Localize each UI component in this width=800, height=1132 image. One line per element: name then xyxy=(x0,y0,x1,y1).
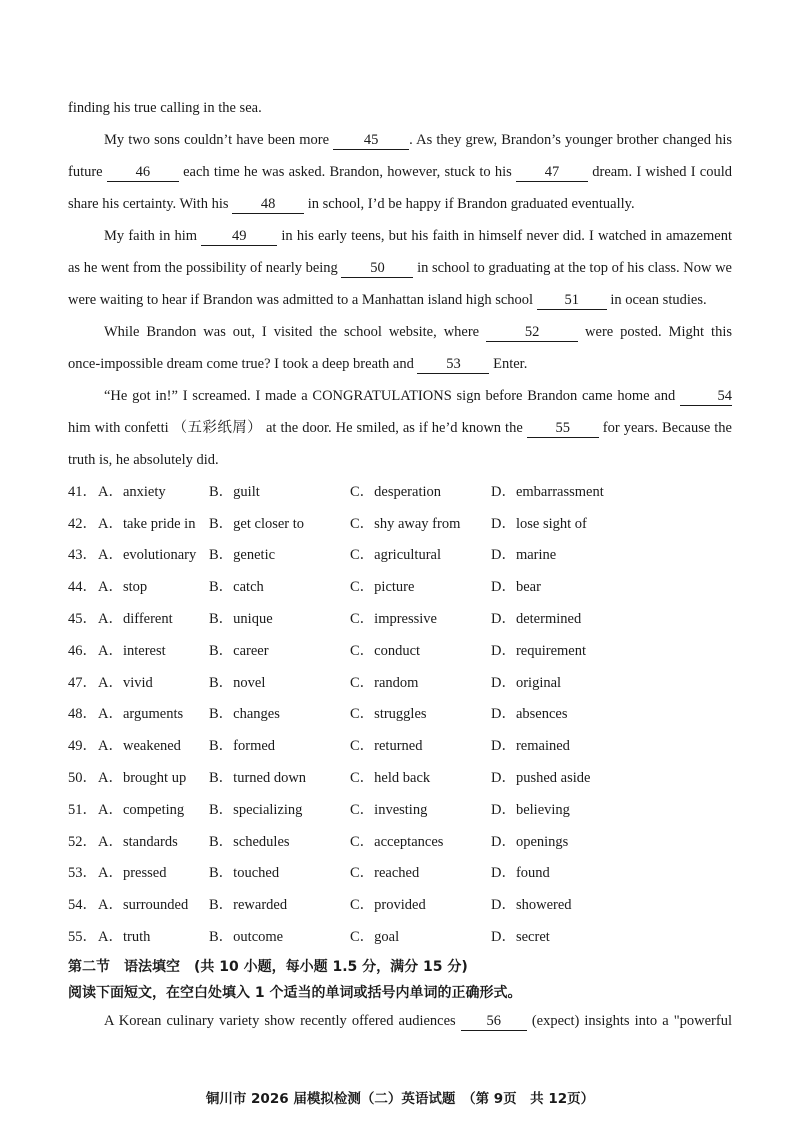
option-row xyxy=(68,702,732,726)
option-d[interactable]: D．bear xyxy=(491,579,541,595)
option-d[interactable]: D．requirement xyxy=(491,643,587,659)
question-number: 48． xyxy=(68,706,97,722)
option-b[interactable]: B．career xyxy=(209,643,269,659)
option-c[interactable]: C．impressive xyxy=(350,611,437,627)
passage-text: were posted. Might this xyxy=(578,324,732,340)
question-number: 55． xyxy=(68,929,97,945)
option-b[interactable]: B．unique xyxy=(209,611,273,627)
option-c[interactable]: C．held back xyxy=(350,770,431,786)
blank-54[interactable]: 54 xyxy=(680,388,732,406)
option-c[interactable]: C．shy away from xyxy=(350,516,461,532)
passage-line xyxy=(68,256,732,280)
passage-text: in his early teens, but his faith in himself never did. I watched in amazement xyxy=(277,228,732,244)
blank-45[interactable]: 45 xyxy=(333,132,409,150)
passage-text: finding his true calling in the sea. xyxy=(68,100,262,116)
option-b[interactable]: B．turned down xyxy=(209,770,307,786)
option-c[interactable]: C．returned xyxy=(350,738,423,754)
option-row xyxy=(68,512,732,536)
blank-46[interactable]: 46 xyxy=(107,164,179,182)
option-a[interactable]: A．standards xyxy=(98,834,178,850)
option-d[interactable]: D．embarrassment xyxy=(491,484,604,500)
option-b[interactable]: B．formed xyxy=(209,738,276,754)
option-a[interactable]: A．brought up xyxy=(98,770,187,786)
passage-text: dream. I wished I could xyxy=(588,164,732,180)
option-d[interactable]: D．determined xyxy=(491,611,582,627)
passage-line xyxy=(104,128,732,152)
option-b[interactable]: B．get closer to xyxy=(209,516,305,532)
option-d[interactable]: D．believing xyxy=(491,802,570,818)
option-b[interactable]: B．changes xyxy=(209,706,280,722)
passage-line xyxy=(68,288,732,312)
option-b[interactable]: B．specializing xyxy=(209,802,303,818)
option-row xyxy=(68,861,732,885)
option-d[interactable]: D．found xyxy=(491,865,550,881)
option-row xyxy=(68,893,732,917)
passage-line xyxy=(68,352,732,376)
passage-line xyxy=(104,320,732,344)
option-a[interactable]: A．vivid xyxy=(98,675,153,691)
option-row xyxy=(68,734,732,758)
passage-text: as he went from the possibility of nearly being xyxy=(68,260,342,276)
option-d[interactable]: D．openings xyxy=(491,834,569,850)
blank-47[interactable]: 47 xyxy=(516,164,588,182)
passage-text: in ocean studies. xyxy=(606,292,707,308)
option-a[interactable]: A．take pride in xyxy=(98,516,196,532)
passage-line xyxy=(68,192,732,216)
question-number: 49． xyxy=(68,738,97,754)
passage-text: My faith in him xyxy=(104,228,202,244)
blank-50[interactable]: 50 xyxy=(341,260,413,278)
option-row xyxy=(68,925,732,949)
blank-56[interactable]: 56 xyxy=(461,1013,527,1031)
option-a[interactable]: A．interest xyxy=(98,643,166,659)
option-c[interactable]: C．struggles xyxy=(350,706,427,722)
option-a[interactable]: A．competing xyxy=(98,802,185,818)
option-row xyxy=(68,830,732,854)
passage-text: My two sons couldn’t have been more xyxy=(104,132,334,148)
passage-line xyxy=(68,96,732,120)
option-row xyxy=(68,543,732,567)
section-instruction: 阅读下面短文，在空白处填入 1 个适当的单词或括号内单词的正确形式。 xyxy=(68,985,522,1001)
question-number: 46． xyxy=(68,643,97,659)
option-b[interactable]: B．novel xyxy=(209,675,266,691)
option-b[interactable]: B．guilt xyxy=(209,484,260,500)
passage-text: A Korean culinary variety show recently offered audiences xyxy=(104,1013,461,1029)
passage-text: him with confetti （五彩纸屑） at the door. He smiled, as if he’d known the xyxy=(68,420,527,436)
blank-48[interactable]: 48 xyxy=(232,196,304,214)
blank-52[interactable]: 52 xyxy=(486,324,578,342)
passage-text: once-impossible dream come true? I took a deep breath and xyxy=(68,356,418,372)
passage-line xyxy=(68,448,732,472)
option-c[interactable]: C．reached xyxy=(350,865,420,881)
option-row xyxy=(68,575,732,599)
question-number: 44． xyxy=(68,579,97,595)
page-footer: 铜川市 2026 届模拟检测（二）英语试题 （第 9页 共 12页） xyxy=(205,1091,595,1107)
option-row xyxy=(68,607,732,631)
question-number: 47． xyxy=(68,675,97,691)
section-title: 第二节 语法填空 (共 10 小题，每小题 1.5 分，满分 15 分) xyxy=(68,959,468,975)
option-b[interactable]: B．schedules xyxy=(209,834,290,850)
passage-line xyxy=(68,416,732,440)
option-a[interactable]: A．weakened xyxy=(98,738,181,754)
option-row xyxy=(68,798,732,822)
option-d[interactable]: D．showered xyxy=(491,897,572,913)
question-number: 41． xyxy=(68,484,97,500)
option-c[interactable]: C．picture xyxy=(350,579,415,595)
passage-text: . As they grew, Brandon’s younger brother changed his xyxy=(409,132,732,148)
question-number: 52． xyxy=(68,834,97,850)
question-number: 45． xyxy=(68,611,97,627)
option-a[interactable]: A．pressed xyxy=(98,865,167,881)
option-a[interactable]: A．anxiety xyxy=(98,484,166,500)
option-c[interactable]: C．agricultural xyxy=(350,547,442,563)
blank-55[interactable]: 55 xyxy=(527,420,599,438)
passage-text: truth is, he absolutely did. xyxy=(68,452,219,468)
blank-51[interactable]: 51 xyxy=(537,292,607,310)
passage-text: (expect) insights into a "powerful xyxy=(526,1013,732,1029)
question-number: 51． xyxy=(68,802,97,818)
option-d[interactable]: D．absences xyxy=(491,706,568,722)
option-a[interactable]: A．surrounded xyxy=(98,897,189,913)
passage-line xyxy=(104,1009,732,1033)
option-d[interactable]: D．marine xyxy=(491,547,557,563)
option-d[interactable]: D．original xyxy=(491,675,562,691)
passage-text: in school, I’d be happy if Brandon graduated eventually. xyxy=(304,196,635,212)
option-b[interactable]: B．genetic xyxy=(209,547,276,563)
passage-line xyxy=(104,384,732,408)
option-row xyxy=(68,766,732,790)
question-number: 50． xyxy=(68,770,97,786)
option-c[interactable]: C．conduct xyxy=(350,643,421,659)
option-row xyxy=(68,671,732,695)
option-a[interactable]: A．evolutionary xyxy=(98,547,197,563)
question-number: 42． xyxy=(68,516,97,532)
question-number: 54． xyxy=(68,897,97,913)
blank-53[interactable]: 53 xyxy=(417,356,489,374)
option-row xyxy=(68,480,732,504)
passage-text: While Brandon was out, I visited the school website, where xyxy=(104,324,487,340)
option-c[interactable]: C．random xyxy=(350,675,419,691)
passage-text: in school to graduating at the top of his class. Now we xyxy=(413,260,732,276)
passage-text: were waiting to hear if Brandon was admitted to a Manhattan island high school xyxy=(68,292,537,308)
passage-text: “He got in!” I screamed. I made a CONGRATULATIONS sign before Brandon came home and xyxy=(104,388,680,404)
passage-text: Enter. xyxy=(489,356,528,372)
option-d[interactable]: D．pushed aside xyxy=(491,770,591,786)
option-b[interactable]: B．catch xyxy=(209,579,264,595)
passage-text: share his certainty. With his xyxy=(68,196,233,212)
option-c[interactable]: C．desperation xyxy=(350,484,442,500)
option-a[interactable]: A．truth xyxy=(98,929,151,945)
passage-line xyxy=(104,224,732,248)
option-b[interactable]: B．rewarded xyxy=(209,897,288,913)
option-a[interactable]: A．stop xyxy=(98,579,148,595)
blank-49[interactable]: 49 xyxy=(201,228,277,246)
option-d[interactable]: D．secret xyxy=(491,929,550,945)
option-a[interactable]: A．different xyxy=(98,611,173,627)
option-c[interactable]: C．goal xyxy=(350,929,400,945)
option-d[interactable]: D．lose sight of xyxy=(491,516,587,532)
option-c[interactable]: C．acceptances xyxy=(350,834,444,850)
option-b[interactable]: B．outcome xyxy=(209,929,284,945)
option-b[interactable]: B．touched xyxy=(209,865,280,881)
question-number: 53． xyxy=(68,865,97,881)
passage-text: future xyxy=(68,164,107,180)
option-c[interactable]: C．provided xyxy=(350,897,426,913)
passage-text: for years. Because the xyxy=(598,420,732,436)
option-a[interactable]: A．arguments xyxy=(98,706,184,722)
option-c[interactable]: C．investing xyxy=(350,802,428,818)
passage-text: each time he was asked. Brandon, however, stuck to his xyxy=(178,164,516,180)
option-d[interactable]: D．remained xyxy=(491,738,570,754)
question-number: 43． xyxy=(68,547,97,563)
option-row xyxy=(68,639,732,663)
passage-line xyxy=(68,160,732,184)
